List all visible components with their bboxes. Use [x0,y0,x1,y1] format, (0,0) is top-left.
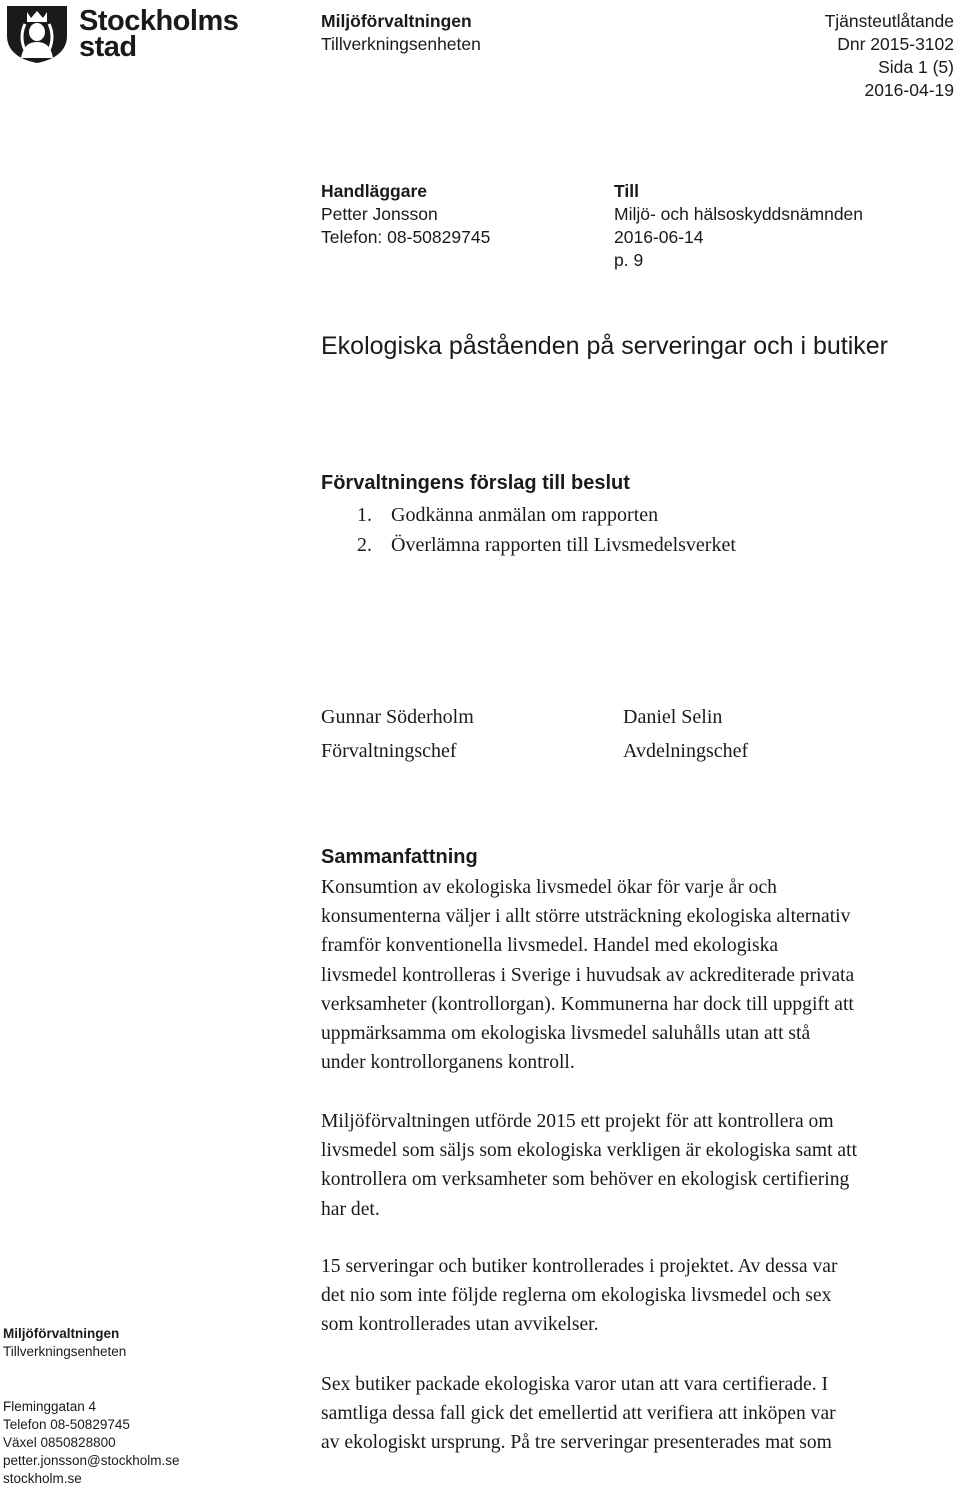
summary-heading: Sammanfattning [321,846,478,868]
handlaggare-label: Handläggare [321,181,427,201]
summary-paragraph [321,873,957,1077]
signature-name: Daniel Selin [623,706,723,728]
decision-item-number: 2. [357,534,372,556]
paragraph-line: samtliga dessa fall gick det emellertid att verifiera att inköpen var [321,1403,836,1425]
header-page: Sida 1 (5) [878,57,954,77]
logo-line1: Stockholms [79,5,239,37]
summary-paragraph [321,1252,957,1340]
signature-name: Gunnar Söderholm [321,706,474,728]
handlaggare-name: Petter Jonsson [321,204,438,224]
city-crest-icon [3,2,71,64]
logo-wordmark [79,5,239,63]
document-title: Ekologiska påståenden på serveringar och i butiker [321,332,889,360]
signature-block [623,700,748,768]
header-doc-type: Tjänsteutlåtande [824,11,954,31]
till-label: Till [614,181,639,201]
paragraph-line: konsumenterna väljer i allt större utsträckning ekologiska alternativ [321,906,851,928]
paragraph-line: livsmedel kontrolleras i Sverige i huvudsak av ackrediterade privata [321,964,855,986]
paragraph-line: verksamheter (kontrollorgan). Kommunerna har dock till uppgift att [321,993,854,1015]
paragraph-line: 15 serveringar och butiker kontrollerades i projektet. Av dessa var [321,1256,838,1277]
header-unit: Tillverkningsenheten [321,34,481,54]
till-date: 2016-06-14 [614,227,704,247]
header-dnr: Dnr 2015-3102 [837,34,954,54]
header-org-block [321,10,481,56]
paragraph-line: av ekologiskt ursprung. På tre serveringar presenterades mat som [321,1432,832,1454]
signature-block [321,700,474,768]
paragraph-line: livsmedel som säljs som ekologiska verkligen är ekologiska samt att [321,1140,858,1162]
decision-heading: Förvaltningens förslag till beslut [321,472,630,494]
decision-item [357,530,736,560]
till-recipient: Miljö- och hälsoskyddsnämnden [614,204,864,224]
signature-role: Avdelningschef [623,740,749,762]
header-date: 2016-04-19 [864,80,954,100]
footer-org: Miljöförvaltningen [3,1326,120,1341]
paragraph-line: Miljöförvaltningen utförde 2015 ett projekt för att kontrollera om [321,1111,834,1132]
paragraph-line: det nio som inte följde reglerna om ekologiska livsmedel och sex [321,1285,832,1307]
handlaggare-phone: Telefon: 08-50829745 [321,227,491,247]
footer-switchboard: Växel 0850828800 [3,1435,116,1450]
decision-item-text: Överlämna rapporten till Livsmedelsverket [391,534,736,556]
signature-role: Förvaltningschef [321,740,457,762]
paragraph-line: Sex butiker packade ekologiska varor utan att vara certifierade. I [321,1374,829,1395]
decision-item-text: Godkänna anmälan om rapporten [391,504,659,526]
till-item: p. 9 [614,250,644,270]
header-doc-block [825,10,954,102]
logo-line2: stad [79,31,137,63]
footer-unit: Tillverkningsenheten [3,1344,127,1359]
decision-item [357,500,736,530]
paragraph-line: kontrollera om verksamheter som behöver en ekologisk certifiering [321,1169,850,1191]
header-org: Miljöförvaltningen [321,11,472,31]
summary-paragraph [321,1370,957,1458]
paragraph-line: har det. [321,1198,380,1220]
paragraph-line: Konsumtion av ekologiska livsmedel ökar för varje år och [321,877,777,898]
paragraph-line: som kontrollerades utan avvikelser. [321,1314,599,1336]
footer-contact [3,1325,180,1488]
till-block [614,180,863,272]
footer-email-link[interactable]: petter.jonsson@stockholm.se [3,1453,180,1468]
decision-item-number: 1. [357,504,372,526]
paragraph-line: framför konventionella livsmedel. Handel med ekologiska [321,935,779,957]
summary-paragraph [321,1107,957,1224]
handlaggare-block [321,180,490,249]
paragraph-line: under kontrollorganens kontroll. [321,1052,575,1074]
stockholms-stad-logo [3,2,239,64]
footer-address: Fleminggatan 4 [3,1399,97,1414]
paragraph-line: uppmärksamma om ekologiska livsmedel saluhålls utan att stå [321,1023,811,1045]
footer-phone: Telefon 08-50829745 [3,1417,130,1432]
footer-web-link[interactable]: stockholm.se [3,1471,82,1486]
decision-list [357,500,736,560]
